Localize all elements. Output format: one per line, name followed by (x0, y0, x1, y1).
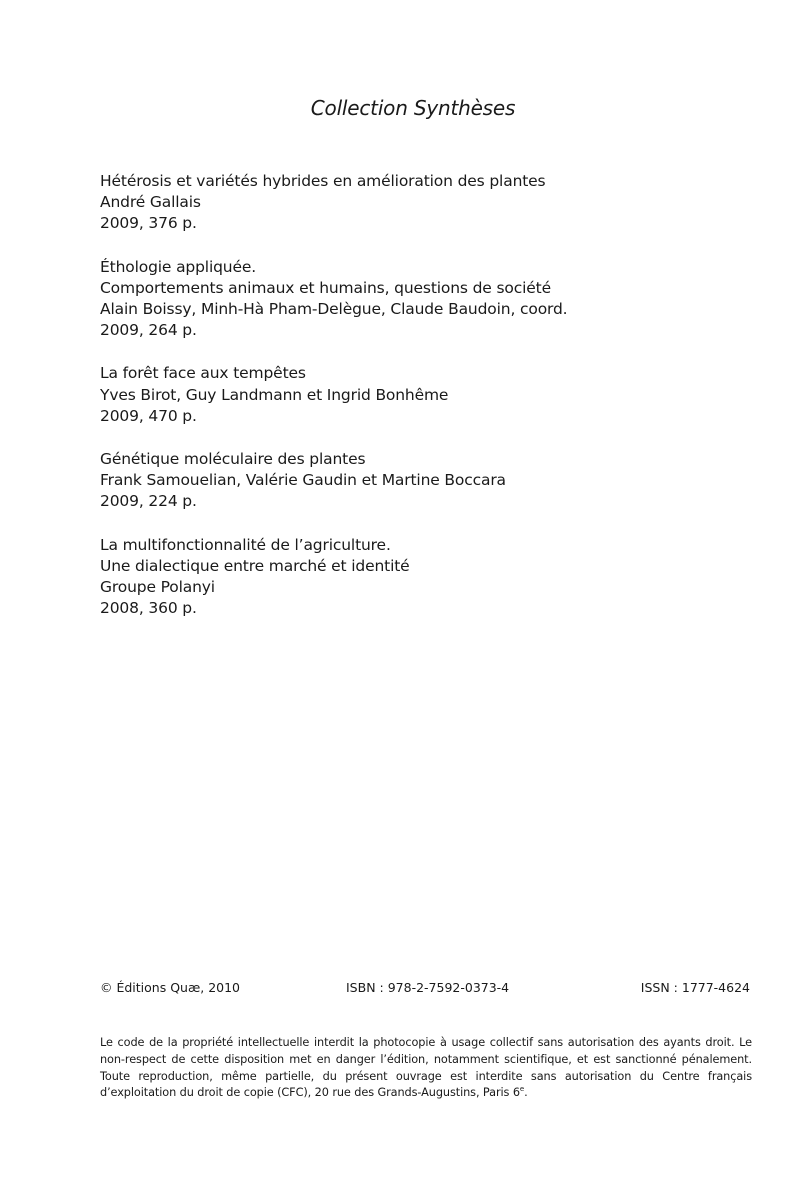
book-year-pages: 2009, 470 p. (100, 406, 197, 425)
book-list (100, 171, 740, 641)
book-entry (100, 535, 740, 620)
legal-notice-superscript: e (519, 1085, 525, 1094)
book-year-pages: 2008, 360 p. (100, 599, 197, 618)
book-entry (100, 257, 740, 342)
collection-title: Collection Synthèses (310, 96, 516, 120)
book-authors: Groupe Polanyi (100, 578, 215, 597)
book-authors: Frank Samouelian, Valérie Gaudin et Martine Boccara (100, 471, 506, 490)
issn-number: ISSN : 1777-4624 (640, 980, 750, 995)
book-authors: Alain Boissy, Minh-Hà Pham-Delègue, Claude Baudoin, coord. (100, 300, 568, 319)
copyright-publisher: © Éditions Quæ, 2010 (100, 980, 241, 995)
book-year-pages: 2009, 224 p. (100, 492, 197, 511)
book-title: Hétérosis et variétés hybrides en amélioration des plantes (100, 172, 546, 190)
book-year-pages: 2009, 376 p. (100, 214, 197, 233)
legal-notice (100, 1035, 752, 1102)
isbn-number: ISBN : 978-2-7592-0373-4 (346, 980, 510, 995)
book-subtitle: Comportements animaux et humains, questions de société (100, 278, 551, 297)
book-entry (100, 363, 740, 427)
imprint-line (100, 980, 750, 1000)
book-authors: André Gallais (100, 193, 201, 212)
book-title: La forêt face aux tempêtes (100, 364, 306, 383)
book-subtitle: Une dialectique entre marché et identité (100, 556, 410, 575)
book-title: Génétique moléculaire des plantes (100, 450, 366, 469)
book-entry (100, 449, 740, 513)
book-year-pages: 2009, 264 p. (100, 321, 197, 340)
book-title: Éthologie appliquée. (100, 257, 257, 276)
legal-notice-text: Le code de la propriété intellectuelle interdit la photocopie à usage collectif sans autorisation des ayants droit. Le non-respect de cette disposition met en danger l’édition, notamment scientifique, et est sanctionné pénalement. Toute reproduction, même partielle, du présent ouvrage est interdite sans autorisation du Centre français d’exploitation du droit de copie (CFC), 20 rue des Grands-Augustins, Paris 6 (100, 1036, 752, 1100)
book-title: La multifonctionnalité de l’agriculture. (100, 535, 391, 554)
book-authors: Yves Birot, Guy Landmann et Ingrid Bonhême (100, 385, 449, 404)
legal-notice-end: . (524, 1086, 528, 1100)
book-entry (100, 171, 740, 235)
